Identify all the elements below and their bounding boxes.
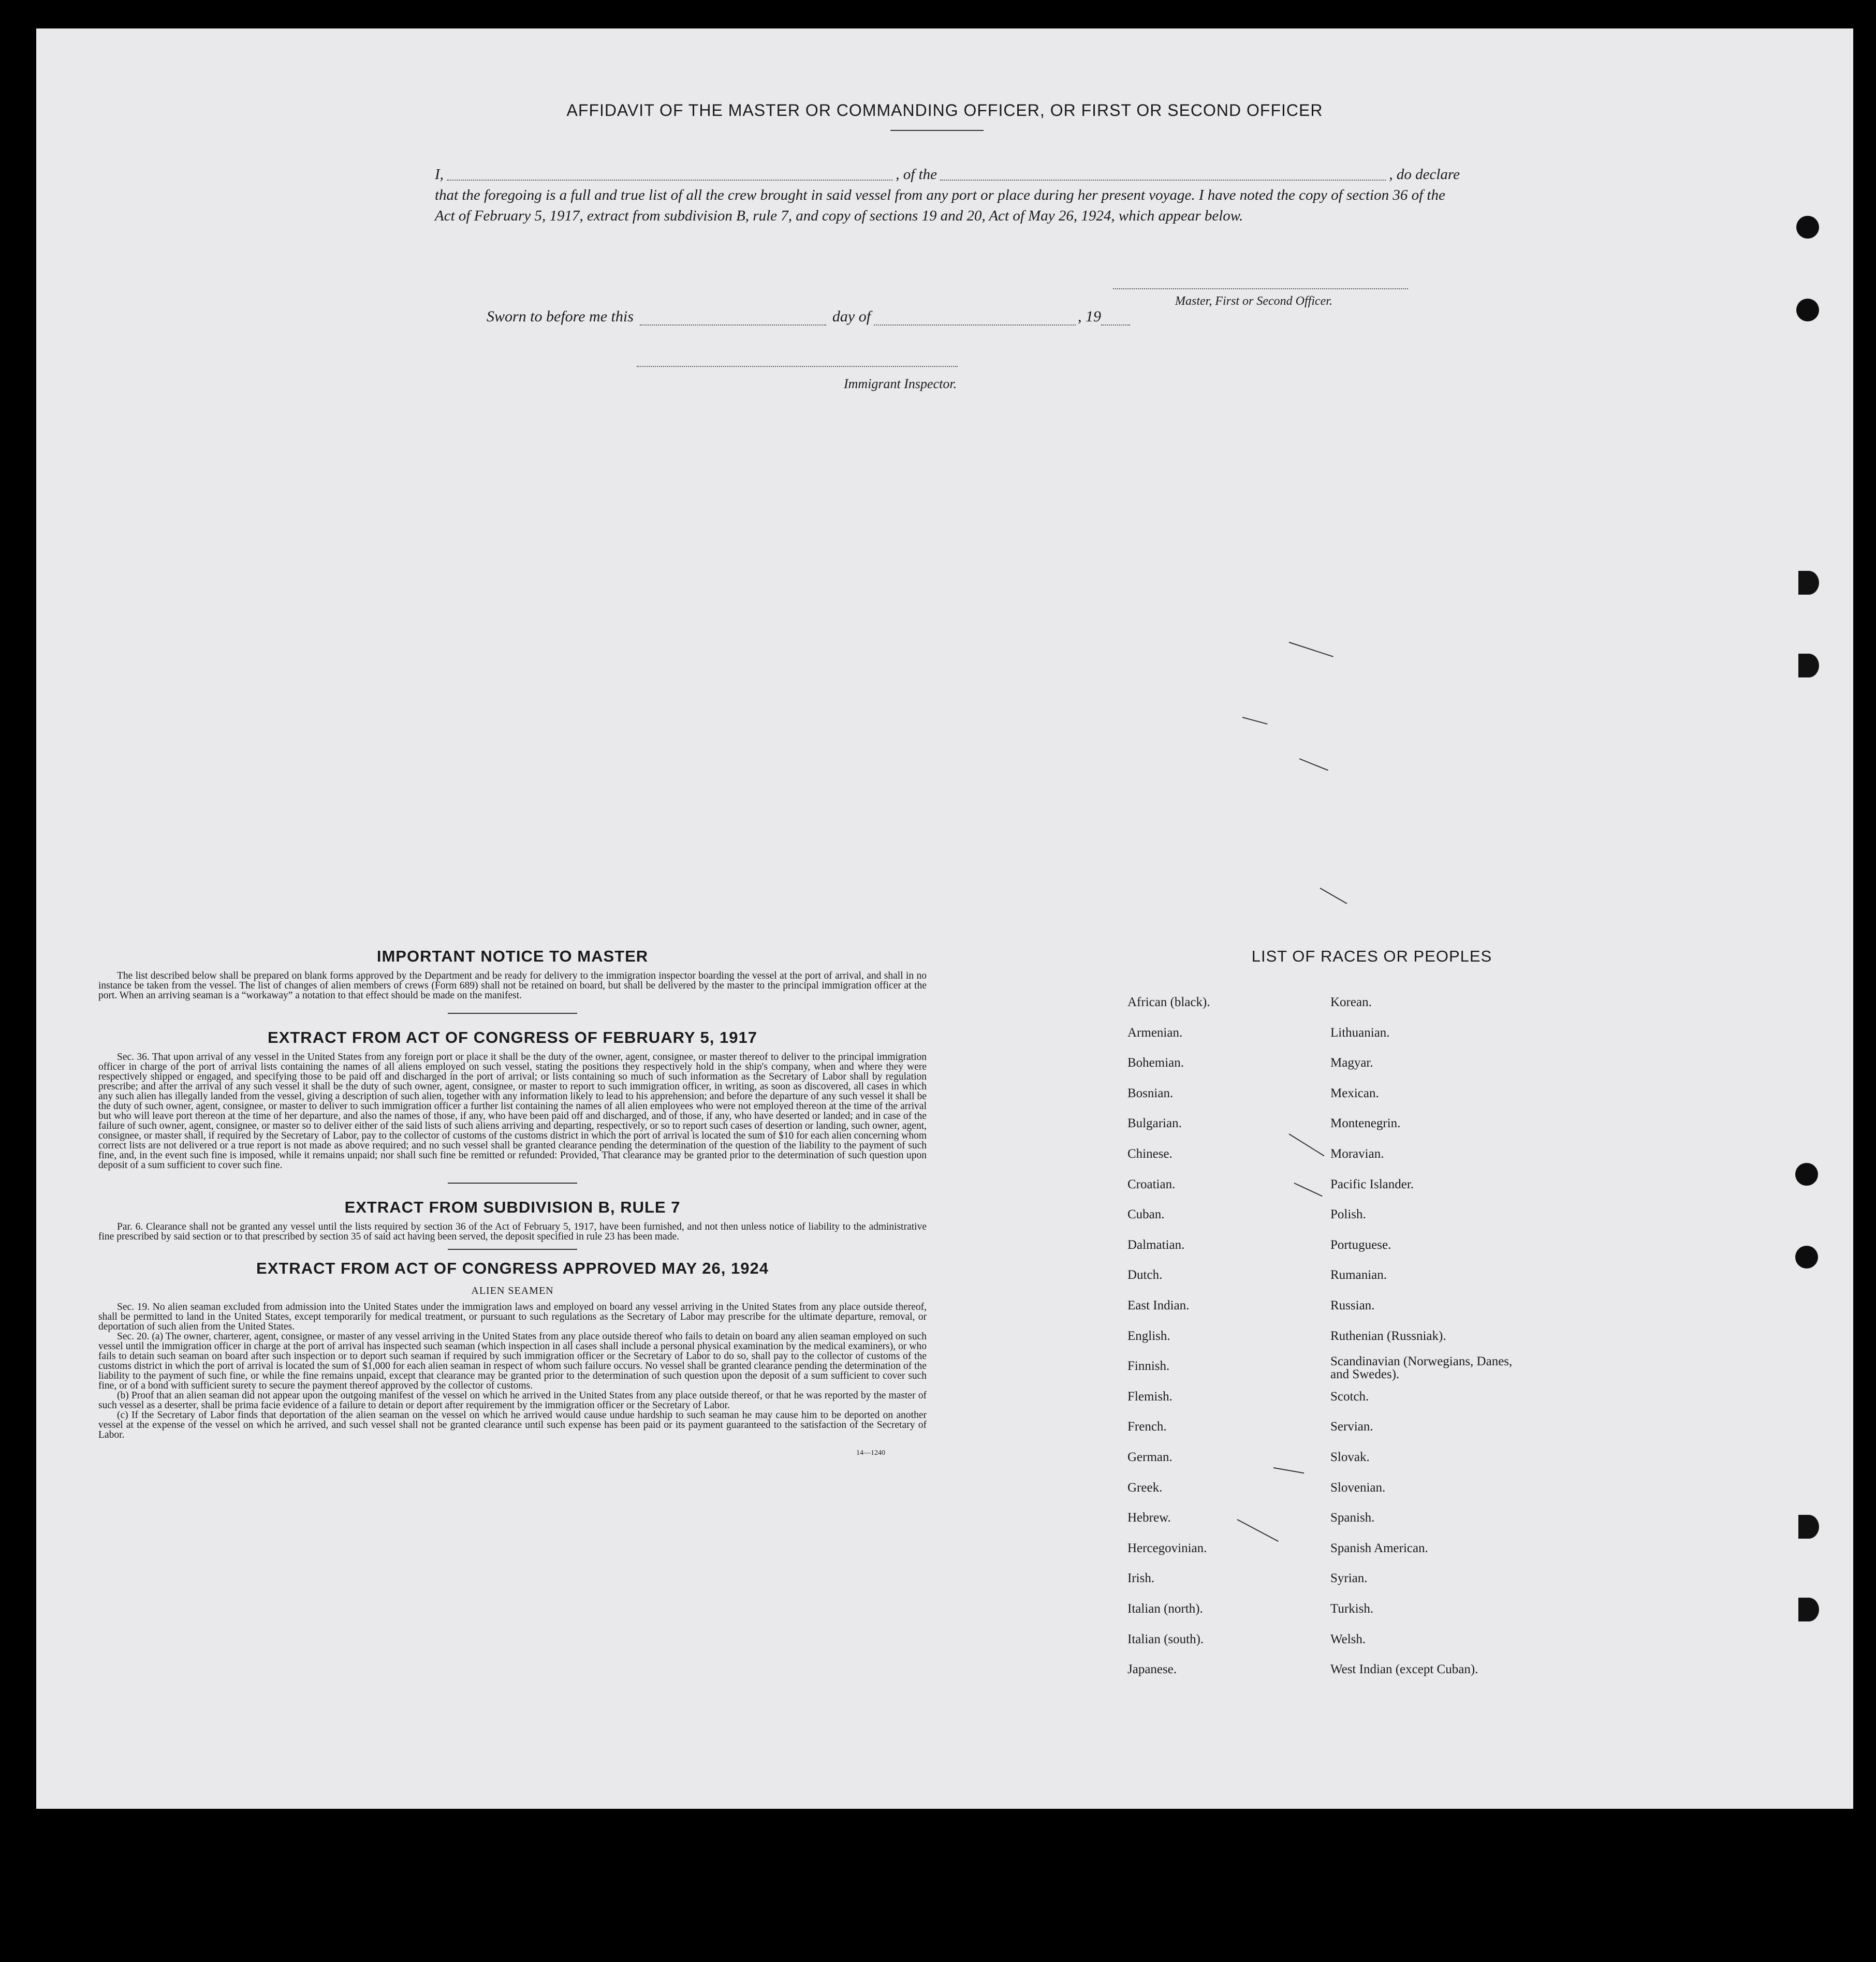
affidavit-title: AFFIDAVIT OF THE MASTER OR COMMANDING OFFICER, OR FIRST OR SECOND OFFICER: [566, 101, 1323, 120]
affidavit-text: [435, 164, 1460, 226]
race-item-right: Slovak.: [1330, 1450, 1370, 1464]
race-item-right: Spanish American.: [1330, 1541, 1428, 1555]
race-item-right: Russian.: [1330, 1299, 1375, 1312]
section-divider: [448, 1249, 577, 1250]
punch-hole: [1798, 1515, 1819, 1539]
race-item-left: Dutch.: [1127, 1268, 1163, 1282]
declarant-name-blank[interactable]: [447, 164, 892, 181]
pencil-mark: [1288, 1133, 1324, 1156]
sec-20b-paragraph: (b) Proof that an alien seaman did not appear upon the outgoing manifest of the vessel on which he arrived in the United States from any place outside thereof, or that he was reported by the master of such vessel as a deserter, shall be prima facie evidence of a failure to detain or deport after requirement by the immigration officer or the Secretary of Labor.: [98, 1390, 927, 1411]
race-item-right: Montenegrin.: [1330, 1116, 1401, 1131]
race-item-left: Hebrew.: [1127, 1511, 1171, 1525]
pencil-mark: [1237, 1519, 1279, 1542]
race-item-right: Spanish.: [1330, 1511, 1375, 1525]
pencil-mark: [1320, 888, 1347, 904]
race-item-left: Bohemian.: [1127, 1056, 1184, 1070]
races-title: LIST OF RACES OR PEOPLES: [1251, 947, 1492, 965]
race-item-left: Flemish.: [1127, 1389, 1172, 1404]
extract-rule7-text: [98, 1222, 927, 1242]
race-item-right: Ruthenian (Russniak).: [1330, 1329, 1446, 1343]
extract-1917-text: [98, 1052, 927, 1170]
pencil-mark: [1242, 717, 1268, 725]
sworn-year-blank[interactable]: [1101, 314, 1130, 326]
day-of-text: day of: [832, 308, 871, 325]
race-item-right: Servian.: [1330, 1420, 1373, 1434]
race-item-left: Finnish.: [1127, 1359, 1170, 1374]
officer-signature-line[interactable]: [1113, 288, 1408, 289]
sworn-month-blank[interactable]: [874, 314, 1076, 326]
sec-19-paragraph: Sec. 19. No alien seaman excluded from admission into the United States under the immigration laws and employed on board any vessel arriving in the United States from any place outside thereof, shall be permitted to land in the United States, except temporarily for medical treatment, or pursuant to such regulations as the Secretary of Labor may prescribe for the ultimate departure, removal, or deportation of such alien from the United States.: [98, 1302, 927, 1332]
vessel-name-blank[interactable]: [940, 164, 1386, 181]
title-rule: [890, 130, 984, 131]
race-item-right: Scandinavian (Norwegians, Danes, and Swedes).: [1330, 1354, 1513, 1382]
race-item-left: Armenian.: [1127, 1025, 1183, 1040]
form-number: 14—1240: [856, 1449, 885, 1457]
extract-1924-text: [98, 1302, 927, 1440]
pencil-mark: [1299, 758, 1328, 771]
punch-hole: [1795, 1163, 1818, 1186]
race-item-right: Turkish.: [1330, 1602, 1374, 1616]
race-item-left: Dalmatian.: [1127, 1237, 1185, 1252]
extract-rule7-paragraph: Par. 6. Clearance shall not be granted any vessel until the lists required by section 36 of the Act of February 5, 1917, have been furnished, and not then unless notice of liability to the administrative fine prescribed by said section or to that prescribed by section 35 of said act having been served, the deposit specified in rule 23 has been made.: [98, 1221, 927, 1242]
race-item-left: African (black).: [1127, 995, 1210, 1009]
race-item-left: Japanese.: [1127, 1662, 1177, 1677]
sec-20a-paragraph: Sec. 20. (a) The owner, charterer, agent, consignee, or master of any vessel arriving in the United States from any place outside thereof who fails to detain on board any alien seaman employed on such vessel until the immigration officer in charge at the port of arrival has inspected such seaman (which inspection in all cases shall include a personal physical examination by the medical examiners), or who fails to detain such seaman on board after such inspection or to deport such seaman if required by such immigration officer or the Secretary of Labor to do so, shall pay to the collector of customs of the customs district in which the port of arrival is located the sum of $1,000 for each alien seaman in respect of whom such failure occurs. No vessel shall be granted clearance pending the determination of the liability to the payment of such fine, or while the fine remains unpaid, except that clearance may be granted prior to the determination of such question upon the deposit of a sum sufficient to cover such fine, or of a bond with sufficient surety to secure the payment thereof approved by the collector of customs.: [98, 1331, 927, 1391]
race-item-right: Polish.: [1330, 1207, 1366, 1222]
notice-text: [98, 971, 927, 1000]
extract-1917-paragraph: Sec. 36. That upon arrival of any vessel in the United States from any foreign port or place it shall be the duty of the owner, agent, consignee, or master thereof to deliver to the principal immigration officer in charge of the port of arrival lists containing the names of all aliens employed on such vessel, stating the positions they respectively hold in the ship's company, when and where they were respectively shipped or engaged, and specifying those to be paid off and discharged in the port of arrival; or lists containing so much of such information as the Secretary of Labor shall by regulation prescribe; and after the arrival of any such vessel it shall be the duty of such owner, agent, consignee, or master to report to such immigration officer, in writing, as soon as discovered, all cases in which any such alien has illegally landed from the vessel, giving a description of such alien, together with any information likely to lead to his apprehension; and before the departure of any such vessel it shall be the duty of such owner, agent, consignee, or master to deliver to such immigration officer a further list containing the names of all alien employees who were not employed thereon at the time of the arrival but who will leave port thereon at the time of her departure, and also the names of those, if any, who have been paid off and discharged, and of those, if any, who have deserted or landed; and in case of the failure of such owner, agent, consignee, or master so to deliver either of the said lists of such aliens arriving and departing, respectively, or so to report such cases of desertion or landing, such owner, agent, consignee, or master shall, if required by the Secretary of Labor, pay to the collector of customs of the customs district in which the port of arrival is located the sum of $10 for each alien concerning whom correct lists are not delivered or a true report is not made as above required; and no such vessel shall be granted clearance pending the determination of the question of the liability to the payment of such fine, and, in the event such fine is imposed, while it remains unpaid; nor shall such fine be remitted or refunded: Provided, That clearance may be granted prior to the determination of such question upon deposit of a sum sufficient to cover such fine.: [98, 1052, 927, 1171]
race-item-right: Rumanian.: [1330, 1268, 1387, 1282]
pencil-mark: [1294, 1183, 1323, 1197]
race-item-right: Portuguese.: [1330, 1237, 1391, 1252]
inspector-signature-line[interactable]: [637, 366, 958, 367]
race-item-left: Irish.: [1127, 1571, 1155, 1586]
race-item-right: Scotch.: [1330, 1389, 1369, 1404]
race-item-left: German.: [1127, 1450, 1172, 1464]
declarant-prefix: I,: [435, 166, 444, 183]
extract-1917-title: EXTRACT FROM ACT OF CONGRESS OF FEBRUARY 5, 1917: [268, 1028, 757, 1046]
notice-paragraph: The list described below shall be prepared on blank forms approved by the Department and be ready for delivery to the immigration inspector boarding the vessel at the port of arrival, and shall in no instance be taken from the vessel. The list of changes of alien members of crews (Form 689) shall not be retained on board, but shall be delivered by the master to the principal immigration officer at the port. When an arriving seaman is a “workaway” a notation to that effect should be made on the manifest.: [98, 970, 927, 1001]
section-divider: [448, 1183, 577, 1184]
extract-rule7-title: EXTRACT FROM SUBDIVISION B, RULE 7: [344, 1198, 681, 1216]
pencil-mark: [1273, 1467, 1304, 1473]
officer-signature-label: Master, First or Second Officer.: [1175, 294, 1332, 308]
race-item-right: Slovenian.: [1330, 1480, 1386, 1495]
punch-hole: [1798, 654, 1819, 677]
race-item-right: Pacific Islander.: [1330, 1177, 1414, 1191]
punch-hole: [1795, 1246, 1818, 1268]
race-item-right: Mexican.: [1330, 1086, 1379, 1100]
race-item-left: Bulgarian.: [1127, 1116, 1182, 1131]
race-item-left: Italian (north).: [1127, 1602, 1203, 1616]
punch-hole: [1796, 216, 1819, 239]
race-item-right: Syrian.: [1330, 1571, 1368, 1586]
race-item-right: Moravian.: [1330, 1147, 1384, 1161]
race-item-left: Croatian.: [1127, 1177, 1176, 1191]
declare-text: , do declare: [1389, 166, 1460, 183]
race-item-left: Chinese.: [1127, 1147, 1172, 1161]
sworn-text: Sworn to before me this: [487, 308, 634, 325]
legal-notices: [98, 947, 927, 1457]
race-item-right: Lithuanian.: [1330, 1025, 1390, 1040]
race-item-left: Hercegovinian.: [1127, 1541, 1207, 1555]
sworn-date-blank[interactable]: [640, 314, 826, 326]
pencil-mark: [1289, 642, 1333, 657]
race-item-left: English.: [1127, 1329, 1170, 1343]
notice-title: IMPORTANT NOTICE TO MASTER: [376, 947, 649, 965]
race-item-left: Greek.: [1127, 1480, 1163, 1495]
race-item-left: French.: [1127, 1420, 1167, 1434]
affidavit-body: that the foregoing is a full and true list of all the crew brought in said vessel from any port or place during her present voyage. I have noted the copy of section 36 of the Act of February 5, 1917, extract from subdivision B, rule 7, and copy of sections 19 and 20, Act of May 26, 1924, which appear below.: [435, 187, 1445, 224]
inspector-label: Immigrant Inspector.: [844, 376, 957, 391]
race-item-right: West Indian (except Cuban).: [1330, 1662, 1478, 1677]
race-item-right: Korean.: [1330, 995, 1372, 1009]
punch-hole: [1796, 299, 1819, 321]
alien-seamen-subtitle: ALIEN SEAMEN: [471, 1285, 554, 1296]
race-item-left: Cuban.: [1127, 1207, 1165, 1222]
race-item-left: East Indian.: [1127, 1299, 1190, 1312]
affidavit-declaration-line: [435, 164, 1460, 185]
of-the-text: , of the: [896, 166, 937, 183]
race-item-left: Italian (south).: [1127, 1632, 1204, 1646]
punch-hole: [1798, 1598, 1819, 1621]
year-prefix: , 19: [1078, 308, 1102, 325]
extract-1924-title: EXTRACT FROM ACT OF CONGRESS APPROVED MAY 26, 1924: [256, 1259, 769, 1277]
sec-20c-paragraph: (c) If the Secretary of Labor finds that deportation of the alien seaman on the vessel on which he arrived would cause undue hardship to such seaman he may cause him to be deported on another vessel at the expense of the vessel on which he arrived, and such vessel shall not be granted clearance until such expense has been paid or its payment guaranteed to the satisfaction of the Secretary of Labor.: [98, 1410, 927, 1440]
document-page: [36, 28, 1853, 1809]
section-divider: [448, 1013, 577, 1014]
race-item-right: Magyar.: [1330, 1056, 1373, 1070]
race-item-left: Bosnian.: [1127, 1086, 1174, 1100]
punch-hole: [1798, 571, 1819, 595]
race-item-right: Welsh.: [1330, 1632, 1366, 1646]
sworn-line: [487, 308, 1130, 326]
